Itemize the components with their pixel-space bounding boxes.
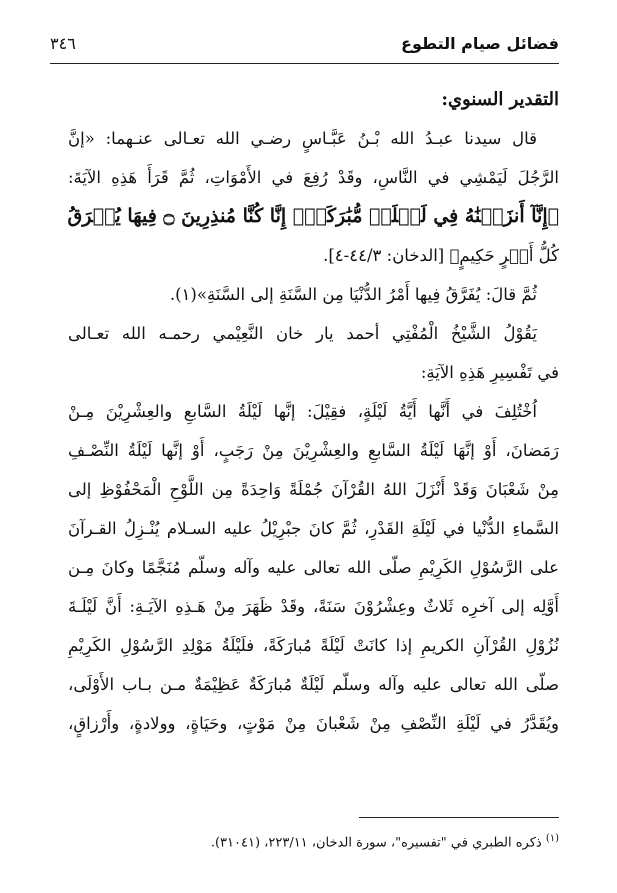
text-line: نُزُوْلِ القُرْآنِ الكريمِ إذا كانَتْ لَيْلَةً مُبارَكَةً، فلَيْلَةُ مَوْلِدِ الرَّسُوْلِ الكَرِيْمِ bbox=[68, 636, 559, 655]
text-line: مِنْ شَعْبَانَ وَقَدْ أَنْزَلَ اللهُ القُرْآنَ جُمْلَةً وَاحِدَةً مِن اللَّوْحِ الْمَحْفُوْظِ إلى bbox=[68, 480, 559, 499]
text-line: على الرَّسُوْلِ الكَرِيْمِ صلّى الله تعالى عليه وآله وسلّم مُنَجَّمًا وكانَ مِـن bbox=[68, 558, 559, 577]
quran-verse-line: ﴿إِنَّآ أَنزَلۡنَٰهُ فِي لَيۡلَةٖ مُّبَٰرَكَةٍۚ إِنَّا كُنَّا مُنذِرِينَ ۝ فِيهَا يُفۡرَقُ bbox=[68, 205, 559, 227]
text-line: السَّماءِ الدُّنْيا في لَيْلَةِ القَدْرِ، ثُمَّ كانَ جبْرِيْلُ عليه السـلام يُنْـزِلُ القـرآنَ bbox=[68, 519, 559, 538]
footnote bbox=[68, 828, 559, 854]
header-divider bbox=[50, 63, 559, 64]
footnote-divider bbox=[359, 817, 559, 818]
text-line: يَقُوْلُ الشَّيْخُ الْمُفْتِي أحمد يار خان النَّعِيْمي رحمـه الله تعـالى bbox=[68, 324, 537, 343]
footnote-marker: (١) bbox=[545, 833, 559, 844]
text-line: اُخْتُلِفَ في أَنَّها أَيَّةُ لَيْلَةٍ، فقِيْلَ: إنَّها لَيْلَةُ السَّابعِ والعِشْرِيْنَ مِـنْ bbox=[68, 402, 537, 421]
quran-verse-line: كُلُّ أَمۡرٍ حَكِيمٍ﴾ [الدخان: ٤٤/٣-٤]. bbox=[323, 246, 559, 265]
page-number: ٣٤٦ bbox=[50, 34, 76, 53]
text-line: صلّى الله تعالى عليه وآله وسلّم لَيْلَةٌ مُبارَكَةٌ عَظِيْمَةٌ مـن بـاب الأَوْلَى، bbox=[68, 675, 559, 694]
running-header bbox=[50, 30, 559, 60]
text-line: قال سيدنا عبـدُ الله بْـنُ عَبَّـاسٍ رضـي الله تعـالى عنـهما: «إنَّ bbox=[68, 129, 537, 148]
text-line: ثُمَّ قالَ: يُفَرَّقُ فِيها أَمْرُ الدُّنْيَا مِن السَّنَةِ إلى السَّنَةِ»(١). bbox=[169, 285, 537, 304]
section-heading: التقدير السنوي: bbox=[441, 89, 559, 110]
footnote-text: ذكره الطبري في "تفسيره"، سورة الدخان، ٢٢٣/١١، (٣١٠٤١). bbox=[210, 835, 546, 851]
main-text bbox=[68, 80, 559, 743]
text-line: رَمَضانَ، أَوْ إنَّهَا لَيْلَةُ السَّابعِ والعِشْرِيْنَ مِنْ رَجَبٍ، أَوْ إنَّها لَيْلَةُ النِّصْـفِ bbox=[68, 441, 559, 460]
text-line: ويُقَدَّرُ في لَيْلَةِ النِّصْفِ مِنْ شَعْبانَ مِنْ مَوْتٍ، وحَيَاةٍ، وولادةٍ، وأَرْزاقٍ، bbox=[68, 714, 559, 733]
chapter-title: فضائل صيام التطوع bbox=[401, 34, 559, 53]
text-line: الرَّجُلَ لَيَمْشِي في النَّاسِ، وقَدْ رُفِعَ في الأَمْوَاتِ، ثُمَّ قَرَأَ هَذِهِ الآيَةَ: bbox=[68, 168, 559, 187]
text-line: أَوَّلِه إلى آخرِه ثَلاثٌ وعِشْرُوْنَ سَنَةً، وقَدْ ظَهَرَ مِنْ هَـذِهِ الآيَـةِ: أَنَّ لَيْلَـةَ bbox=[68, 597, 559, 616]
text-line: في تَفْسِيرِ هَذِهِ الآيَةِ: bbox=[420, 363, 559, 382]
